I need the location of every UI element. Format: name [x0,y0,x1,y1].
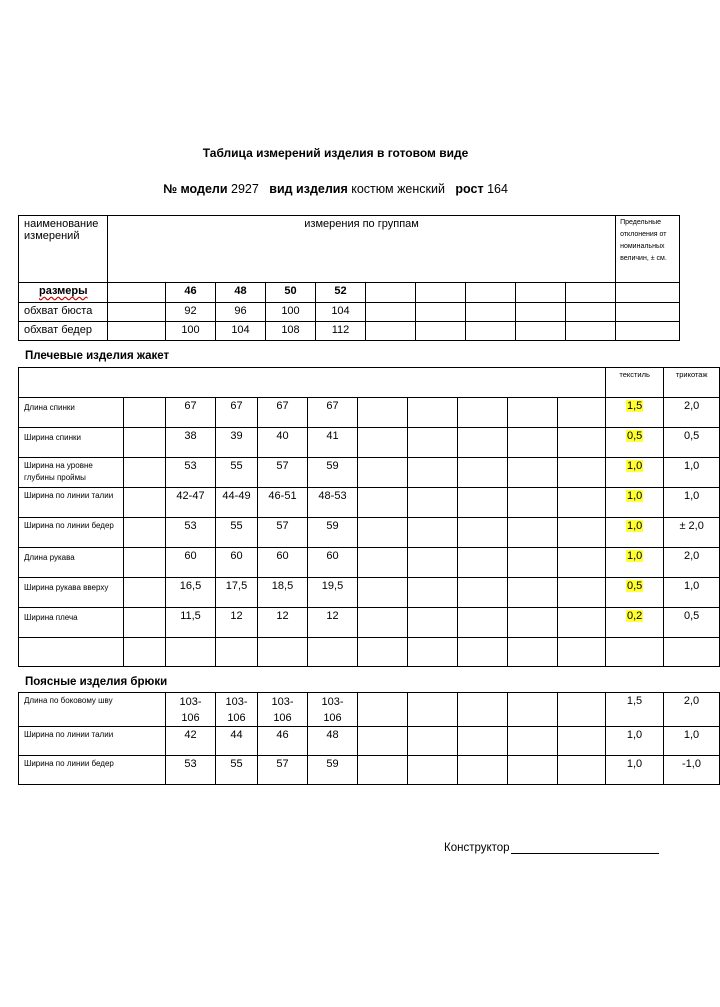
textile-cell: 1,0 [606,756,664,785]
empty-cell [358,398,408,428]
value-cell: 44 [216,727,258,756]
sizes-label: размеры [39,285,88,297]
value-cell: 55 [216,518,258,548]
table-row [19,428,720,458]
empty-cell [516,283,566,303]
value-cell: 55 [216,458,258,488]
empty-cell [508,398,558,428]
empty-cell [124,488,166,518]
textile-cell [606,608,664,638]
empty-cell [558,608,606,638]
kind-label: вид изделия [269,182,348,196]
row-label: Длина по боковому шву [19,693,166,727]
empty-cell [458,518,508,548]
empty-cell [358,488,408,518]
value-cell: 108 [266,322,316,341]
value-cell: 59 [308,756,358,785]
empty-cell [616,283,680,303]
value-cell: 59 [308,518,358,548]
empty-cell [408,578,458,608]
empty-cell [458,578,508,608]
row-label: Ширина по линии бедер [19,518,124,548]
knit-cell: 0,5 [664,608,720,638]
empty-cell [358,428,408,458]
table-row [19,398,720,428]
value-cell: 38 [166,428,216,458]
value-cell: 12 [258,608,308,638]
empty-cell [558,428,606,458]
empty-cell [558,638,606,667]
empty-cell [458,638,508,667]
value-cell: 17,5 [216,578,258,608]
value-cell: 53 [166,756,216,785]
knit-cell: ± 2,0 [664,518,720,548]
height-value: 164 [487,182,508,196]
row-label: обхват бедер [19,322,108,341]
value-cell: 103- 106 [216,693,258,727]
empty-cell [366,322,416,341]
empty-cell [664,638,720,667]
value-cell: 100 [166,322,216,341]
empty-cell [466,322,516,341]
row-label: Ширина по линии талии [19,727,166,756]
document-title: Таблица измерений изделия в готовом виде [202,146,469,160]
sizes-label-cell [19,283,108,303]
value-cell: 12 [308,608,358,638]
trousers-rows [19,693,720,785]
value-cell: 60 [258,548,308,578]
knit-header: трикотаж [664,368,720,398]
empty-cell [416,303,466,322]
value-cell: 104 [216,322,266,341]
table-row [19,693,720,727]
textile-cell [606,398,664,428]
empty-cell [508,428,558,458]
knit-cell: 2,0 [664,548,720,578]
value-cell: 48 [308,727,358,756]
size-cell: 48 [216,283,266,303]
empty-cell [124,548,166,578]
empty-cell [508,727,558,756]
value-cell: 57 [258,518,308,548]
textile-value: 1,0 [626,550,643,562]
value-cell: 92 [166,303,216,322]
size-cell: 46 [166,283,216,303]
empty-cell [458,608,508,638]
empty-cell [566,303,616,322]
table-row [19,518,720,548]
kind-value: костюм женский [351,182,445,196]
row-label: Ширина по линии бедер [19,756,166,785]
empty-cell [124,428,166,458]
value-cell: 60 [216,548,258,578]
empty-cell [616,322,680,341]
value-cell: 104 [316,303,366,322]
size-cell: 50 [266,283,316,303]
empty-cell [458,693,508,727]
value-cell: 67 [258,398,308,428]
empty-cell [358,578,408,608]
jacket-table [18,367,720,667]
empty-cell [358,458,408,488]
empty-cell [466,283,516,303]
empty-cell [458,548,508,578]
empty-cell [366,303,416,322]
empty-cell [508,638,558,667]
empty-cell [558,693,606,727]
value-cell: 112 [316,322,366,341]
empty-cell [508,756,558,785]
row-label: обхват бюста [19,303,108,322]
empty-cell [508,608,558,638]
knit-cell: 1,0 [664,488,720,518]
knit-cell: 0,5 [664,428,720,458]
deviation-header-cell [616,216,680,283]
empty-cell [458,488,508,518]
empty-cell [458,428,508,458]
empty-cell [558,398,606,428]
value-cell: 12 [216,608,258,638]
textile-cell [606,428,664,458]
value-cell: 67 [216,398,258,428]
empty-cell [458,756,508,785]
value-cell: 53 [166,458,216,488]
value-cell: 103- 106 [258,693,308,727]
row-label: Длина рукава [19,548,124,578]
empty-cell [508,578,558,608]
textile-value: 1,0 [626,490,643,502]
empty-cell [124,398,166,428]
empty-cell [358,693,408,727]
textile-value: 0,5 [626,580,643,592]
empty-cell [124,608,166,638]
textile-header: текстиль [606,368,664,398]
empty-cell [458,727,508,756]
empty-cell [358,608,408,638]
textile-cell: 1,5 [606,693,664,727]
value-cell: 48-53 [308,488,358,518]
textile-cell [606,578,664,608]
empty-cell [508,693,558,727]
empty-cell [408,608,458,638]
empty-cell [124,458,166,488]
empty-cell [108,283,166,303]
empty-cell [358,727,408,756]
empty-cell [358,548,408,578]
empty-cell [508,548,558,578]
empty-cell [558,756,606,785]
empty-cell [166,638,216,667]
value-cell: 60 [308,548,358,578]
table-row [19,548,720,578]
value-cell: 67 [166,398,216,428]
empty-cell [458,398,508,428]
empty-cell [408,518,458,548]
empty-cell [606,638,664,667]
model-label: № модели [163,182,228,196]
value-cell: 18,5 [258,578,308,608]
empty-cell [566,283,616,303]
value-cell: 57 [258,458,308,488]
value-cell: 60 [166,548,216,578]
textile-value: 0,5 [626,430,643,442]
empty-cell [408,638,458,667]
empty-cell [416,322,466,341]
value-cell: 39 [216,428,258,458]
value-cell: 41 [308,428,358,458]
empty-header-cell [19,368,606,398]
textile-value: 0,2 [626,610,643,622]
trousers-table [18,692,720,785]
empty-cell [558,548,606,578]
value-cell: 16,5 [166,578,216,608]
empty-cell [516,322,566,341]
textile-cell [606,488,664,518]
textile-cell: 1,0 [606,727,664,756]
empty-cell [408,727,458,756]
empty-cell [124,578,166,608]
row-label: Ширина плеча [19,608,124,638]
value-cell: 96 [216,303,266,322]
knit-cell: 2,0 [664,693,720,727]
empty-cell [124,518,166,548]
groups-header-cell [108,216,616,283]
value-cell: 46-51 [258,488,308,518]
value-cell: 59 [308,458,358,488]
row-label: Ширина по линии талии [19,488,124,518]
empty-cell [558,727,606,756]
empty-cell [258,638,308,667]
empty-cell [616,303,680,322]
empty-cell [558,578,606,608]
empty-cell [108,322,166,341]
model-info-line [0,182,671,196]
value-cell: 67 [308,398,358,428]
row-label: Ширина на уровне глубины проймы [19,458,124,488]
table-row [19,458,720,488]
height-label: рост [455,182,484,196]
value-cell: 11,5 [166,608,216,638]
jacket-rows [19,398,720,667]
empty-cell [558,518,606,548]
table-row-empty [19,638,720,667]
empty-cell [516,303,566,322]
value-cell: 100 [266,303,316,322]
value-cell: 44-49 [216,488,258,518]
row-label: Длина спинки [19,398,124,428]
empty-cell [216,638,258,667]
table-row [19,727,720,756]
table-row [19,488,720,518]
textile-value: 1,0 [626,520,643,532]
jacket-section-title: Плечевые изделия жакет [25,350,170,362]
knit-cell: 1,0 [664,578,720,608]
empty-cell [308,638,358,667]
knit-cell: -1,0 [664,756,720,785]
size-cell: 52 [316,283,366,303]
value-cell: 19,5 [308,578,358,608]
table-row [19,756,720,785]
empty-cell [566,322,616,341]
signature-line [444,842,659,854]
empty-cell [124,638,166,667]
signature-blank [511,843,659,854]
row-label: Ширина спинки [19,428,124,458]
model-value: 2927 [231,182,259,196]
trousers-section-title: Поясные изделия брюки [25,676,168,688]
empty-cell [416,283,466,303]
empty-cell [558,458,606,488]
empty-cell [358,638,408,667]
table-row [19,578,720,608]
value-cell: 42-47 [166,488,216,518]
textile-value: 1,5 [626,400,643,412]
textile-cell [606,458,664,488]
knit-cell: 1,0 [664,458,720,488]
textile-cell [606,548,664,578]
empty-cell [408,428,458,458]
value-cell: 40 [258,428,308,458]
empty-cell [358,518,408,548]
value-cell: 46 [258,727,308,756]
knit-cell: 1,0 [664,727,720,756]
empty-cell [408,548,458,578]
empty-cell [366,283,416,303]
empty-cell [408,488,458,518]
empty-cell [508,518,558,548]
empty-cell [408,693,458,727]
value-cell: 42 [166,727,216,756]
empty-cell [508,488,558,518]
empty-cell [458,458,508,488]
empty-cell [408,756,458,785]
value-cell: 103- 106 [308,693,358,727]
row-label: Ширина рукава вверху [19,578,124,608]
size-measurements-table [18,215,680,341]
value-cell: 103- 106 [166,693,216,727]
name-header: наименование измерений [24,218,99,242]
empty-cell [19,638,124,667]
empty-cell [466,303,516,322]
table-row [19,608,720,638]
value-cell: 57 [258,756,308,785]
empty-cell [508,458,558,488]
textile-cell [606,518,664,548]
empty-cell [408,458,458,488]
empty-cell [558,488,606,518]
deviation-header: Предельные отклонения от номинальных величин, ± см. [620,219,667,262]
value-cell: 53 [166,518,216,548]
empty-cell [358,756,408,785]
empty-cell [108,303,166,322]
groups-header: измерения по группам [304,218,419,230]
value-cell: 55 [216,756,258,785]
empty-cell [408,398,458,428]
name-header-cell [19,216,108,283]
knit-cell: 2,0 [664,398,720,428]
textile-value: 1,0 [626,460,643,472]
signature-label: Конструктор [444,842,510,854]
